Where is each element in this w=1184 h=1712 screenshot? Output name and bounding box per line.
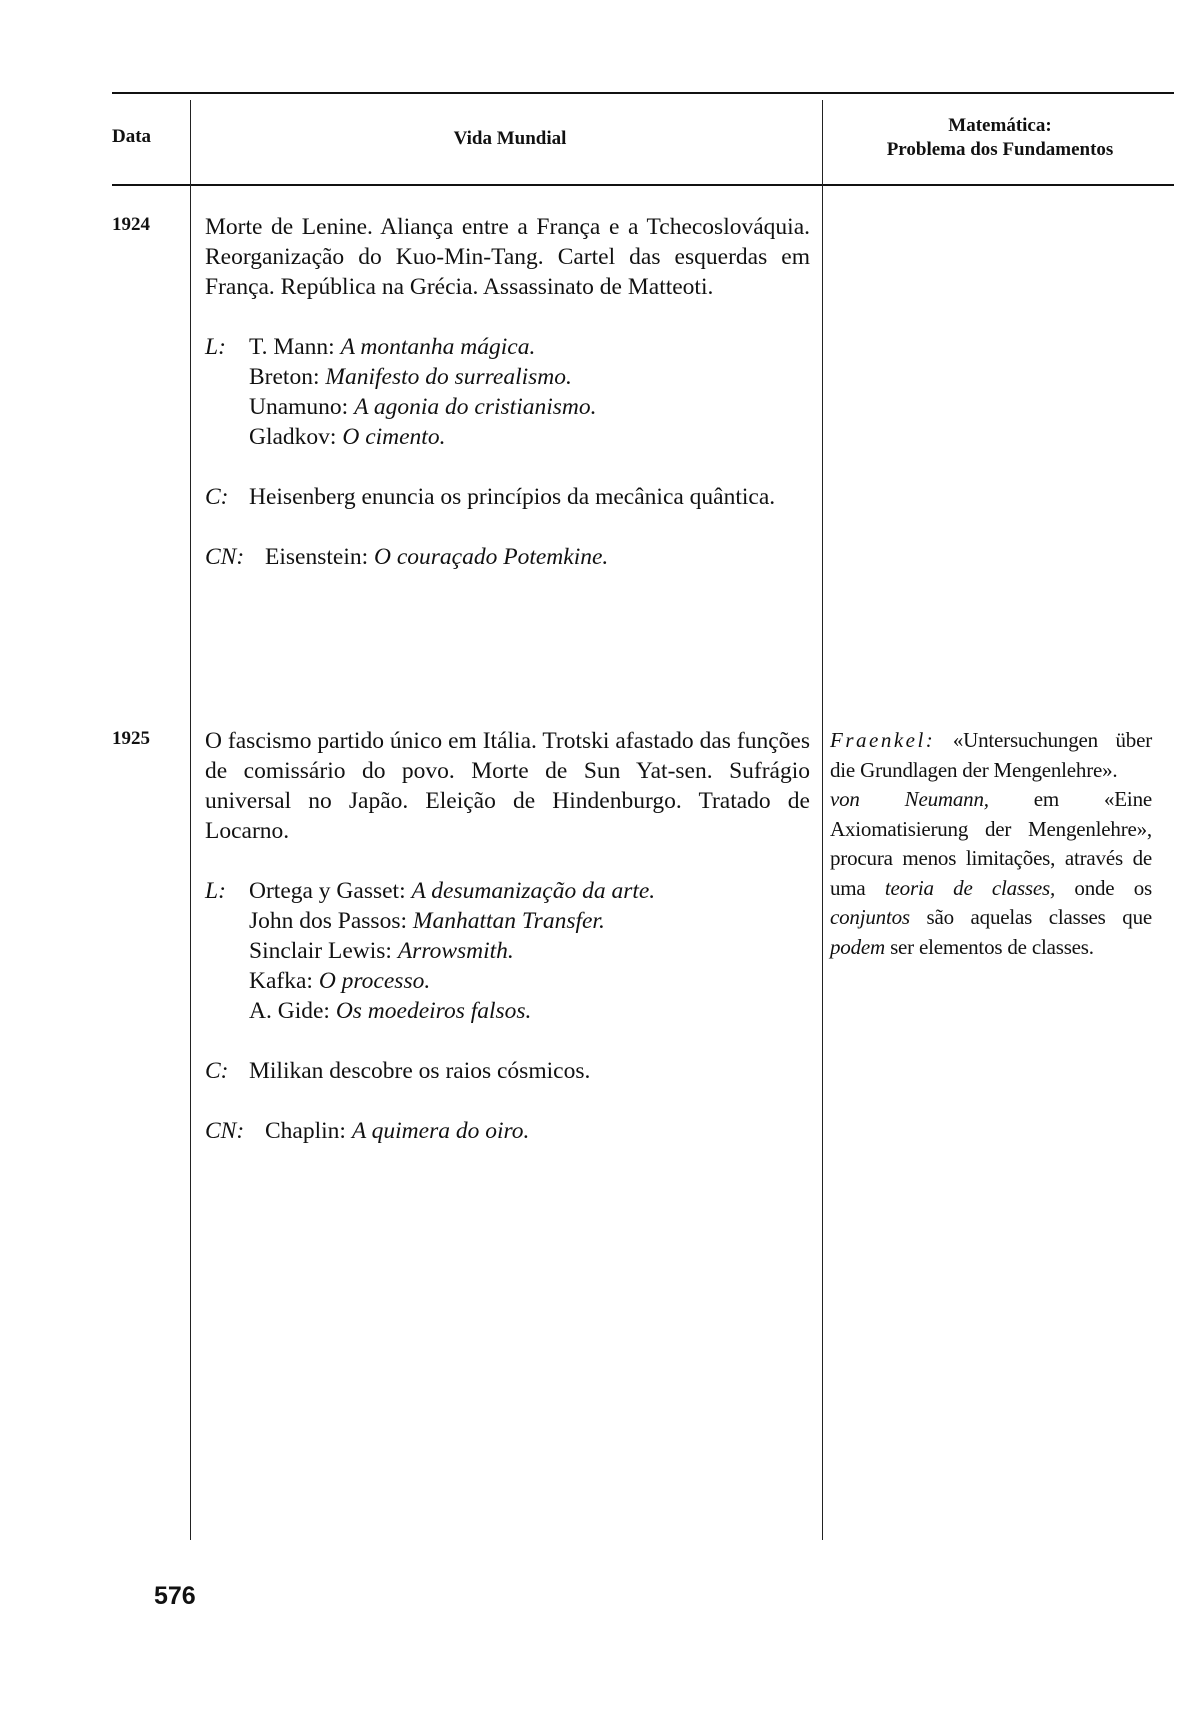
literature-item: Sinclair Lewis: Arrowsmith. bbox=[249, 938, 514, 964]
world-events-text: Morte de Lenine. Aliança entre a França e a Tchecoslováquia. Reorganização do Kuo-Min-Tang. Cartel das esquerdas em França. República na Grécia. Assassinato de Matteoti. bbox=[205, 214, 810, 300]
science-entry bbox=[205, 1056, 810, 1086]
year-label: 1925 bbox=[112, 728, 150, 749]
literature-list bbox=[205, 876, 810, 1026]
header-bottom-rule bbox=[112, 184, 1174, 186]
world-column-1924 bbox=[205, 212, 810, 572]
math-author: Fraenkel: bbox=[830, 728, 936, 752]
science-entry bbox=[205, 482, 810, 512]
literature-label: L: bbox=[205, 334, 226, 360]
literature-item: Kafka: O processo. bbox=[249, 968, 431, 994]
header-math-line2: Problema dos Fundamentos bbox=[886, 139, 1114, 160]
header-world-life: Vida Mundial bbox=[453, 128, 567, 149]
science-label: C: bbox=[205, 484, 229, 510]
science-text: Milikan descobre os raios cósmicos. bbox=[249, 1058, 591, 1084]
literature-item: A. Gide: Os moedeiros falsos. bbox=[249, 998, 532, 1024]
math-column-1925 bbox=[830, 726, 1152, 962]
world-events-text: O fascismo partido único em Itália. Trotski afastado das funções de comissário do povo. Morte de Sun Yat-sen. Sufrágio universal no Japão. Eleição de Hindenburgo. Tratado de Locarno. bbox=[205, 728, 810, 844]
page-number: 576 bbox=[154, 1582, 196, 1610]
column-divider-left bbox=[190, 100, 191, 1540]
science-label: C: bbox=[205, 1058, 229, 1084]
math-paragraph-fraenkel: Fraenkel: «Untersuchungen über die Grundlagen der Mengenlehre». bbox=[830, 728, 1152, 782]
math-paragraph-neumann: von Neumann, em «Eine Axiomatisierung der Mengenlehre», procura menos limitações, através de uma teoria de classes, onde os conjuntos são aquelas classes que podem ser elementos de classes. bbox=[830, 787, 1152, 959]
header-top-rule bbox=[112, 92, 1174, 94]
literature-item: Gladkov: O cimento. bbox=[249, 424, 446, 450]
literature-item: Unamuno: A agonia do cristianismo. bbox=[249, 394, 597, 420]
literature-item: Ortega y Gasset: A desumanização da arte. bbox=[249, 878, 656, 904]
literature-item: Breton: Manifesto do surrealismo. bbox=[249, 364, 572, 390]
column-divider-right bbox=[822, 100, 823, 1540]
math-author: von Neumann, bbox=[830, 787, 989, 811]
year-label: 1924 bbox=[112, 214, 150, 235]
header-date: Data bbox=[112, 126, 152, 147]
literature-item: T. Mann: A montanha mágica. bbox=[249, 334, 536, 360]
literature-list bbox=[205, 332, 810, 452]
cinema-label: CN: bbox=[205, 1118, 245, 1144]
literature-label: L: bbox=[205, 878, 226, 904]
header-math-line1: Matemática: bbox=[948, 115, 1052, 136]
world-column-1925 bbox=[205, 726, 810, 1146]
header-mathematics bbox=[830, 114, 1170, 162]
cinema-label: CN: bbox=[205, 544, 245, 570]
cinema-entry: CN: Eisenstein: O couraçado Potemkine. bbox=[205, 544, 609, 570]
literature-item: John dos Passos: Manhattan Transfer. bbox=[249, 908, 605, 934]
science-text: Heisenberg enuncia os princípios da mecânica quântica. bbox=[249, 484, 776, 510]
cinema-entry: CN: Chaplin: A quimera do oiro. bbox=[205, 1118, 530, 1144]
